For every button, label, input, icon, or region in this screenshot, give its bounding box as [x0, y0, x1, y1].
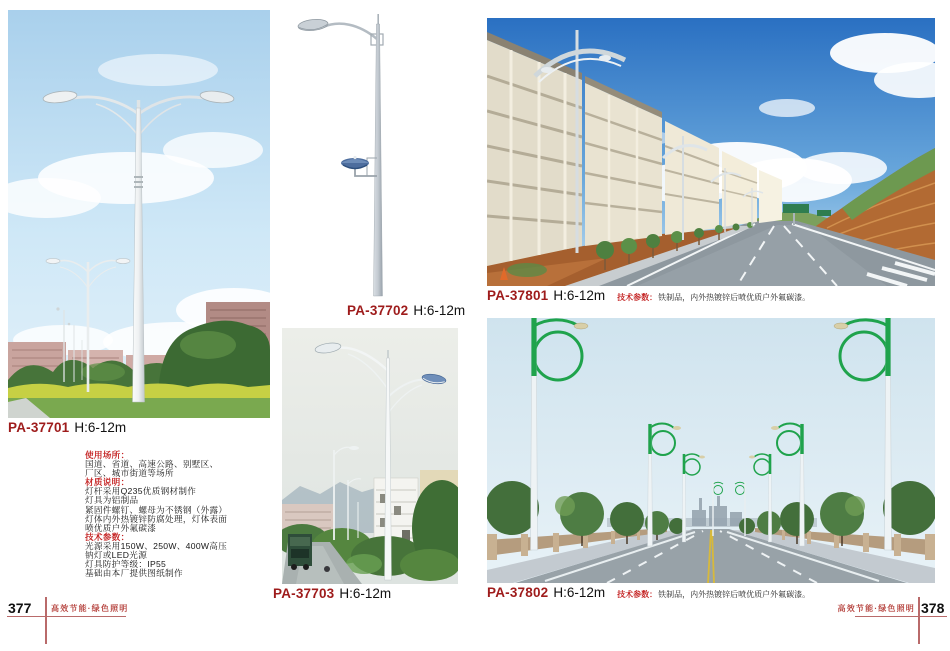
tech-note-label: 技术参数： — [617, 590, 658, 599]
spec-block — [85, 451, 227, 578]
product-height: H:6-12m — [553, 288, 606, 303]
product-code: PA-37802 — [487, 585, 549, 600]
spec-tech-title: 技术参数： — [85, 531, 130, 542]
spec-line: 灯具为铝制品 — [85, 495, 139, 506]
photo-pa-37702 — [293, 8, 458, 300]
product-height: H:6-12m — [339, 586, 392, 601]
product-height: H:6-12m — [413, 303, 466, 318]
spec-usage-title: 使用场所： — [85, 450, 130, 460]
product-label-pa-37701 — [8, 420, 126, 435]
tech-note: 铁制品，内外热镀锌后喷优质户外氟碳漆。 — [658, 590, 811, 599]
product-code: PA-37701 — [8, 420, 70, 435]
spec-line: 国道、省道、高速公路、别墅区、 — [85, 459, 219, 470]
spec-line: 灯体内外热镀锌防腐处理，灯体表面 — [85, 513, 228, 524]
footer-divider-left — [45, 597, 47, 644]
photo-pa-37701 — [8, 10, 270, 418]
footer-slogan-right: 高效节能·绿色照明 — [837, 604, 915, 613]
spec-line: 厂区、城市街道等场所 — [85, 468, 174, 479]
spec-line: 喷优质户外氟碳漆 — [85, 522, 157, 533]
footer-rule-left — [7, 616, 126, 617]
product-height: H:6-12m — [553, 585, 606, 600]
page-number-right: 378 — [921, 600, 945, 616]
product-label-pa-37703 — [273, 586, 391, 601]
spec-line: 光源采用150W、250W、400W高压 — [85, 540, 228, 551]
product-label-pa-37802 — [487, 585, 810, 600]
spec-line: 紧固件螺钉、螺母为不锈钢（外露） — [85, 504, 228, 515]
spec-line: 基础由本厂提供图纸制作 — [85, 568, 183, 579]
tech-note-label: 技术参数： — [617, 293, 658, 302]
tech-note: 铁制品，内外热镀锌后喷优质户外氟碳漆。 — [658, 293, 811, 302]
scooter — [324, 566, 330, 572]
truck — [288, 534, 312, 570]
spec-line: 灯杆采用Q235优质钢材制作 — [85, 486, 197, 497]
footer-divider-right — [918, 597, 920, 644]
product-label-pa-37801 — [487, 288, 810, 303]
product-code: PA-37703 — [273, 586, 335, 601]
product-label-pa-37702 — [347, 303, 465, 318]
photo-pa-37703 — [282, 328, 458, 584]
product-height: H:6-12m — [74, 420, 127, 435]
spec-line: 灯具防护等级：IP55 — [85, 559, 167, 570]
photo-pa-37801 — [487, 18, 935, 286]
footer-rule-right — [855, 616, 947, 617]
footer-slogan-left: 高效节能·绿色照明 — [51, 604, 129, 613]
spec-line: 钠灯或LED光源 — [85, 550, 148, 561]
product-code: PA-37702 — [347, 303, 409, 318]
single-arm-lamp — [298, 14, 383, 296]
page-number-left: 377 — [8, 600, 32, 616]
product-code: PA-37801 — [487, 288, 549, 303]
spec-material-title: 材质说明： — [85, 477, 130, 488]
photo-pa-37802 — [487, 318, 935, 583]
